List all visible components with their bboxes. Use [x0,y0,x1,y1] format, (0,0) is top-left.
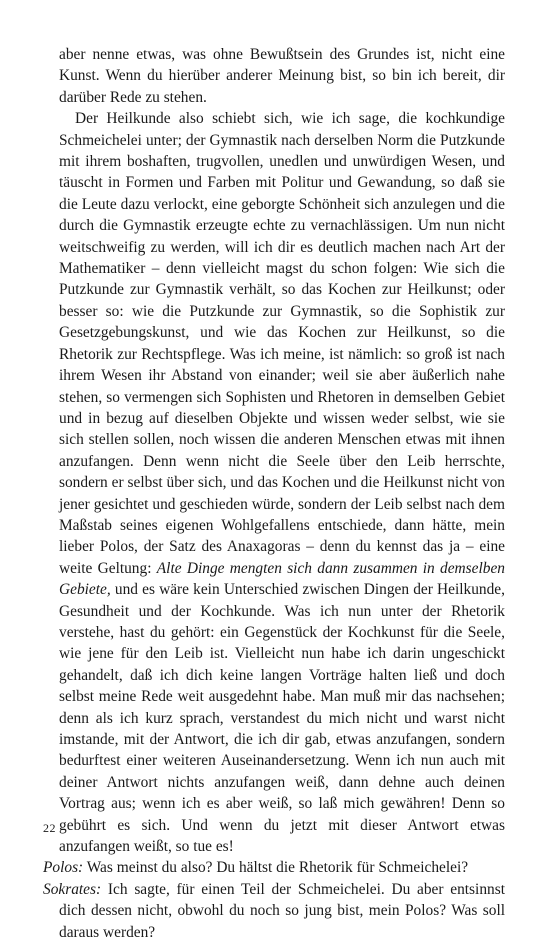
polos-speech: Was meinst du also? Du hältst die Rhetorik für Schmeichelei? [86,859,469,877]
speaker-polos: Polos: [43,859,84,877]
main-paragraph [43,108,505,857]
speaker-sokrates: Sokrates: [43,880,102,898]
text-body [43,44,505,943]
anaxagoras-quote: Alte Dinge mengten sich dann zusammen in demselben Gebiete, [59,559,505,599]
main-text-before-quote: Der Heilkunde also schiebt sich, wie ich sage, die kochkundige Schmeichelei unter; der Gymnastik nach derselben Norm die Putzkunde mit ihrem boshaften, trugvollen, unedlen und unwürdigen Wesen, und täuscht in Formen und Farben mit Politur und Gewandung, so daß sie die Leute dazu verlockt, eine geborgte Schönheit sich anzulegen und die durch die Gymnastik erzeugte echte zu vernachlässigen. Um nun nicht weitschweifig zu werden, will ich dir es deutlich machen nach Art der Mathematiker – denn vielleicht magst du schon folgen: Wie sich die Putzkunde zur Gymnastik verhält, so das Kochen zur Heilkunst; oder besser so: wie die Putzkunde zur Gymnastik, so die Sophistik zur Gesetzgebungskunst, und wie das Kochen zur Heilkunst, so die Rhetorik zur Rechtspflege. Was ich meine, ist nämlich: so groß ist nach ihrem Wesen ihr Abstand von einander; weil sie aber äußerlich nahe stehen, so vermengen sich Sophisten und Rhetoren in demselben Gebiet und in bezug auf dieselben Objekte und wissen weder selbst, wie sie sich stellen sollen, noch wissen die anderen Menschen etwas mit ihnen anzufangen. Denn wenn nicht die Seele über den Leib herrschte, sondern er selbst über sich, und das Kochen und die Heilkunst nicht von jener gesichtet und geschieden würde, sondern der Leib selbst nach dem Maßstab seines eigenen Wohlgefallens entschiede, dann hätte, mein lieber Polos, der Satz des Anaxagoras – denn du kennst das ja – eine weite Geltung: [59,110,505,577]
page-number: 22 [43,821,56,835]
continuation-paragraph: aber nenne etwas, was ohne Bewußtsein des Grundes ist, nicht eine Kunst. Wenn du hierüber anderer Meinung bist, so bin ich bereit, dir darüber Rede zu stehen. [59,46,505,106]
sokrates-line [43,879,505,943]
sokrates-speech: Ich sagte, für einen Teil der Schmeichelei. Du aber entsinnst dich dessen nicht, obwohl du noch so jung bist, mein Polos? Was soll daraus werden? [59,880,505,941]
polos-line [43,857,505,878]
main-text-after-quote: und es wäre kein Unterschied zwischen Dingen der Heilkunde, Gesundheit und der Kochkunde. Was ich nun unter der Rhetorik verstehe, hast du gehört: ein Gegenstück der Kochkunst für die Seele, wie jene für den Leib ist. Vielleicht nun habe ich darin ungeschickt gehandelt, daß ich dich keine langen Vorträge halten ließ und doch selbst meine Rede weit ausgedehnt habe. Man muß mir das nachsehen; denn als ich kurz sprach, verstandest du mich nicht und warst nicht imstande, mit der Antwort, die ich dir gab, etwas anzufangen, sondern bedurftest einer weiteren Auseinandersetzung. Wenn ich nun auch mit deiner Antwort nichts anzufangen weiß, dann dehne auch deinen Vortrag aus; wenn ich es aber weiß, so laß mich gewähren! Denn so gebührt es sich. Und wenn du jetzt mit dieser Antwort etwas anzufangen weißt, so tue es! [59,581,505,856]
